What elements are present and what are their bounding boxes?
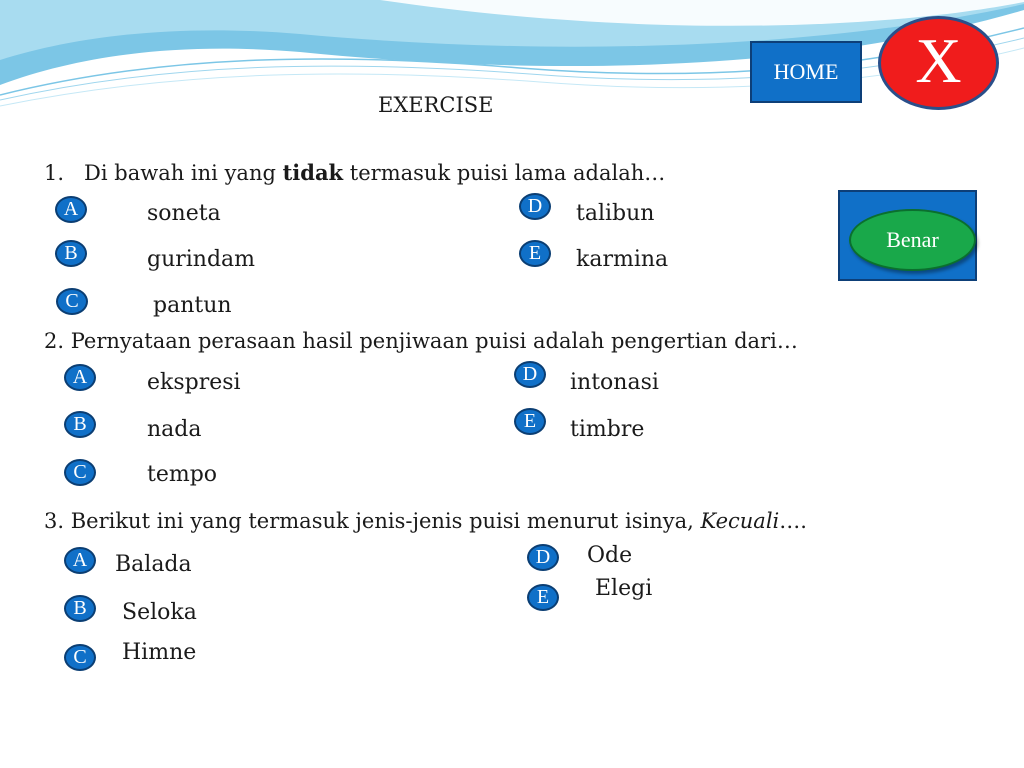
q2-option-b-button[interactable]: B (64, 411, 96, 438)
header-wave-decoration (0, 0, 1024, 130)
page-title: EXERCISE (378, 93, 494, 117)
q3-option-d-text: Ode (587, 543, 633, 568)
question-3-emphasis: Kecuali (700, 509, 780, 533)
question-1-emphasis: tidak (282, 160, 344, 185)
q2-option-d-text: intonasi (570, 370, 659, 395)
q3-option-b-text: Seloka (122, 600, 197, 625)
q1-option-b-text: gurindam (147, 247, 256, 272)
q1-option-c-text: pantun (153, 293, 232, 318)
q2-option-c-text: tempo (147, 462, 218, 487)
question-1-text-start: Di bawah ini yang (84, 161, 283, 185)
close-button[interactable]: X (878, 16, 999, 110)
question-2: 2. Pernyataan perasaan hasil penjiwaan puisi adalah pengertian dari… (44, 329, 798, 353)
q3-option-a-text: Balada (115, 552, 192, 577)
question-3-text-start: 3. Berikut ini yang termasuk jenis-jenis puisi menurut isinya, (44, 509, 701, 533)
q3-option-d-button[interactable]: D (527, 544, 559, 571)
q3-option-e-text: Elegi (595, 576, 653, 601)
q3-option-a-button[interactable]: A (64, 547, 96, 574)
q1-option-d-text: talibun (576, 201, 655, 226)
q1-option-c-button[interactable]: C (56, 288, 88, 315)
q2-option-e-button[interactable]: E (514, 408, 546, 435)
q1-option-e-button[interactable]: E (519, 240, 551, 267)
question-1-number: 1. (44, 161, 65, 185)
q2-option-e-text: timbre (570, 417, 645, 442)
q2-option-a-text: ekspresi (147, 370, 241, 395)
q2-option-b-text: nada (147, 417, 202, 442)
q2-option-c-button[interactable]: C (64, 459, 96, 486)
q3-option-e-button[interactable]: E (527, 584, 559, 611)
q2-option-d-button[interactable]: D (514, 361, 546, 388)
q3-option-c-button[interactable]: C (64, 644, 96, 671)
correct-feedback-badge: Benar (849, 209, 976, 271)
q1-option-b-button[interactable]: B (55, 240, 87, 267)
q3-option-b-button[interactable]: B (64, 595, 96, 622)
q3-option-c-text: Himne (122, 640, 197, 665)
q1-option-a-button[interactable]: A (55, 196, 87, 223)
question-3-text-end: …. (779, 509, 807, 533)
q1-option-e-text: karmina (576, 247, 669, 272)
q1-option-d-button[interactable]: D (519, 193, 551, 220)
home-button[interactable]: HOME (750, 41, 862, 103)
q1-option-a-text: soneta (147, 201, 221, 226)
question-1-text-end: termasuk puisi lama adalah… (343, 161, 666, 185)
question-1 (44, 160, 665, 185)
question-3 (44, 509, 807, 533)
q2-option-a-button[interactable]: A (64, 364, 96, 391)
